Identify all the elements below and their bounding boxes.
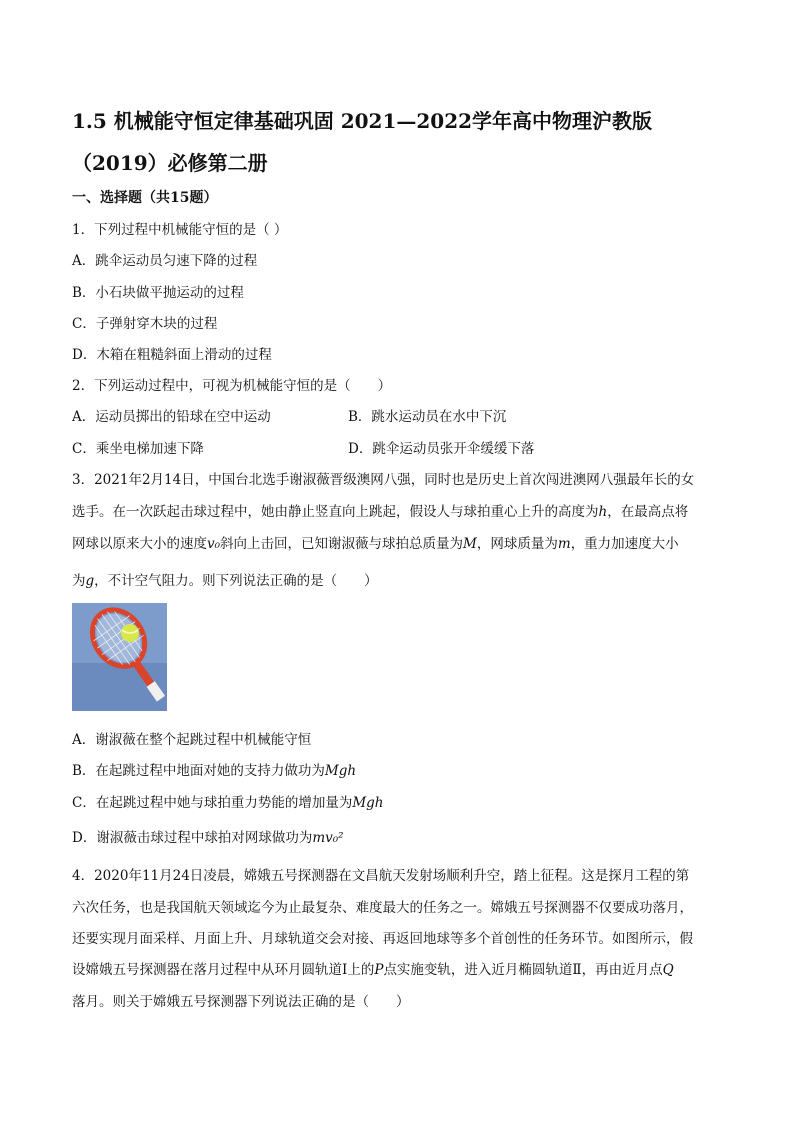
q2-option-a: A．运动员掷出的铅球在空中运动 [72, 409, 271, 425]
title-line-1: 1.5 机械能守恒定律基础巩固 2021—2022学年高中物理沪教版 [72, 109, 653, 133]
q1-stem: 1．下列过程中机械能守恒的是（ ） [72, 222, 288, 238]
q1-option-c: C．子弹射穿木块的过程 [72, 316, 218, 332]
q4-line-4: 设嫦娥五号探测器在落月过程中从环月圆轨道Ⅰ上的P点实施变轨，进入近月椭圆轨道Ⅱ，再由近月点Q [72, 962, 674, 978]
q3-option-a: A．谢淑薇在整个起跳过程中机械能守恒 [72, 732, 312, 748]
section-heading: 一、选择题（共15题） [72, 190, 218, 206]
q2-option-b: B．跳水运动员在水中下沉 [348, 409, 507, 425]
title-line-2: （2019）必修第二册 [72, 151, 268, 175]
q3-line-1: 3．2021年2月14日，中国台北选手谢淑薇晋级澳网八强，同时也是历史上首次闯进澳网八强最年长的女 [72, 472, 695, 488]
document-title [72, 100, 732, 184]
q3-line-4: 为g，不计空气阻力。则下列说法正确的是（ ） [72, 573, 378, 589]
q1-option-b: B．小石块做平抛运动的过程 [72, 285, 244, 301]
q3-line-2: 选手。在一次跃起击球过程中，她由静止竖直向上跳起，假设人与球拍重心上升的高度为h，在最高点将 [72, 504, 689, 520]
var-P: P [374, 962, 384, 978]
q4-line-5: 落月。则关于嫦娥五号探测器下列说法正确的是（ ） [72, 994, 410, 1010]
q4-line-3: 还要实现月面采样、月面上升、月球轨道交会对接、再返回地球等多个首创性的任务环节。如图所示，假 [72, 931, 693, 947]
var-v0: v₀ [207, 536, 221, 552]
tennis-racket-icon [72, 603, 167, 711]
tennis-racket-photo [72, 603, 167, 711]
expr-Mgh-b: Mgh [324, 763, 357, 779]
q1-option-d: D．木箱在粗糙斜面上滑动的过程 [72, 347, 272, 363]
q4-line-2: 六次任务，也是我国航天领域迄今为止最复杂、难度最大的任务之一。嫦娥五号探测器不仅要成功落月， [72, 900, 693, 916]
q3-option-d: D．谢淑薇击球过程中球拍对网球做功为mv₀² [72, 830, 344, 846]
var-M: M [463, 536, 477, 552]
var-Q: Q [662, 962, 674, 978]
expr-Mgh-c: Mgh [352, 795, 384, 811]
q1-option-a: A．跳伞运动员匀速下降的过程 [72, 253, 258, 269]
q4-line-1: 4．2020年11月24日凌晨，嫦娥五号探测器在文昌航天发射场顺利升空，踏上征程。这是探月工程的第 [72, 868, 690, 884]
q2-stem: 2．下列运动过程中，可视为机械能守恒的是（ ） [72, 378, 392, 394]
q2-option-c: C．乘坐电梯加速下降 [72, 441, 204, 457]
var-h: h [598, 504, 608, 520]
q2-option-d: D．跳伞运动员张开伞缓缓下落 [348, 441, 535, 457]
expr-mv0sq: mv₀² [312, 830, 344, 846]
q3-option-b: B．在起跳过程中地面对她的支持力做功为Mgh [72, 763, 357, 779]
q3-line-3: 网球以原来大小的速度v₀斜向上击回，已知谢淑薇与球拍总质量为M，网球质量为m，重力加速度大小 [72, 536, 679, 552]
var-m: m [557, 536, 571, 552]
q3-option-c: C．在起跳过程中她与球拍重力势能的增加量为Mgh [72, 795, 384, 811]
var-g: g [85, 573, 95, 589]
